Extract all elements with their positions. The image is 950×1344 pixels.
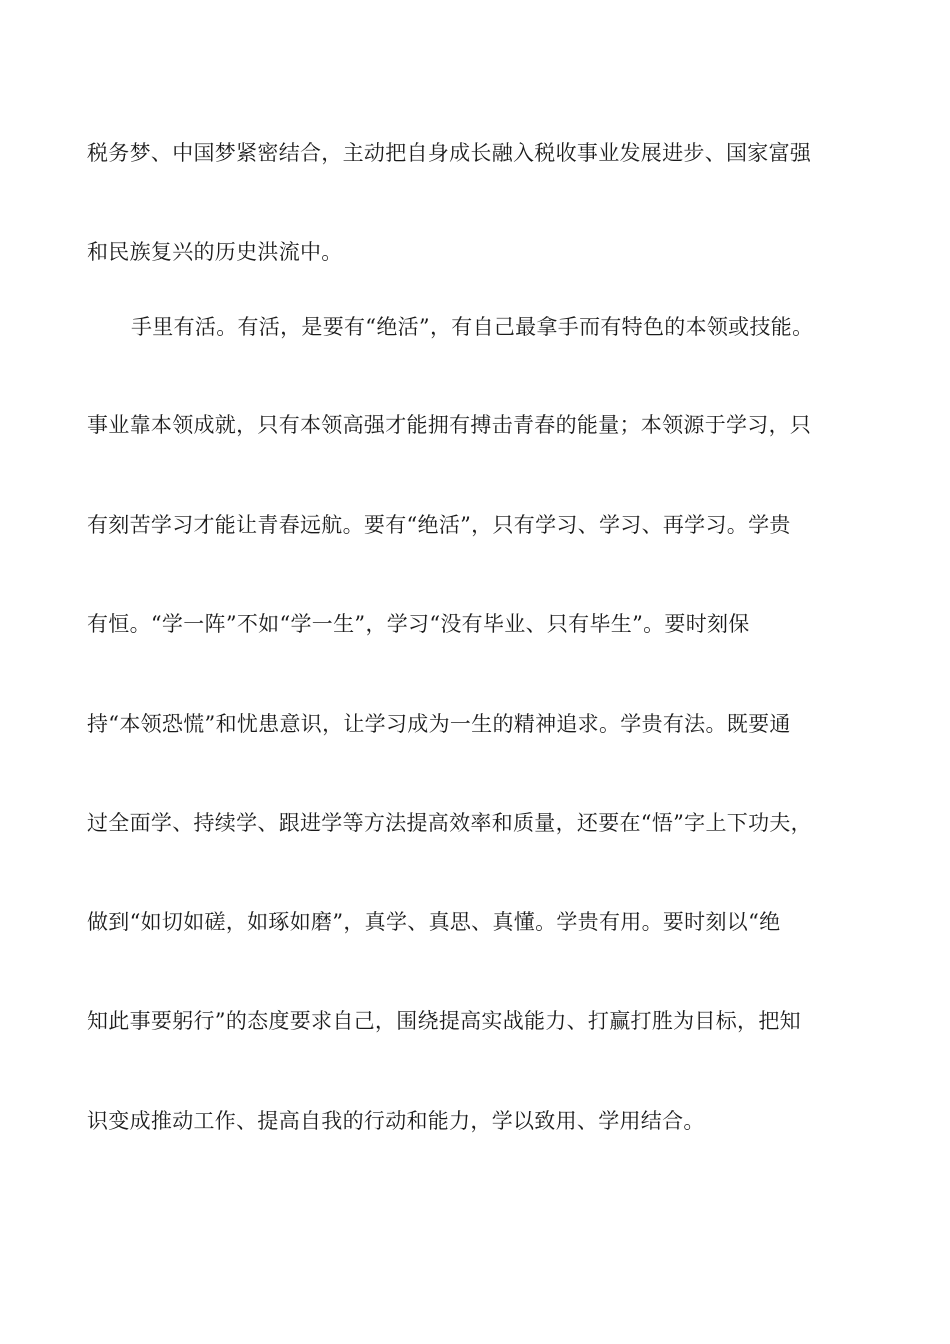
text-line: 和民族复兴的历史洪流中。	[87, 240, 343, 264]
text-line: 事业靠本领成就，只有本领高强才能拥有搏击青春的能量；本领源于学习，只	[87, 413, 812, 437]
text-line: 有恒。“学一阵”不如“学一生”，学习“没有毕业、只有毕生”。要时刻保	[87, 612, 750, 636]
text-line: 持“本领恐慌”和忧患意识，让学习成为一生的精神追求。学贵有法。既要通	[87, 712, 791, 736]
text-line: 税务梦、中国梦紧密结合，主动把自身成长融入税收事业发展进步、国家富强	[87, 141, 812, 165]
text-line: 过全面学、持续学、跟进学等方法提高效率和质量，还要在“悟”字上下功夫，	[87, 811, 812, 835]
text-line: 做到“如切如磋，如琢如磨”，真学、真思、真懂。学贵有用。要时刻以“绝	[87, 910, 781, 934]
paragraph-start-line: 手里有活。有活，是要有“绝活”，有自己最拿手而有特色的本领或技能。	[131, 315, 814, 339]
text-line: 识变成推动工作、提高自我的行动和能力，学以致用、学用结合。	[87, 1109, 705, 1133]
text-line: 知此事要躬行”的态度要求自己，围绕提高实战能力、打赢打胜为目标，把知	[87, 1009, 801, 1033]
text-line: 有刻苦学习才能让青春远航。要有“绝活”，只有学习、学习、再学习。学贵	[87, 513, 791, 537]
